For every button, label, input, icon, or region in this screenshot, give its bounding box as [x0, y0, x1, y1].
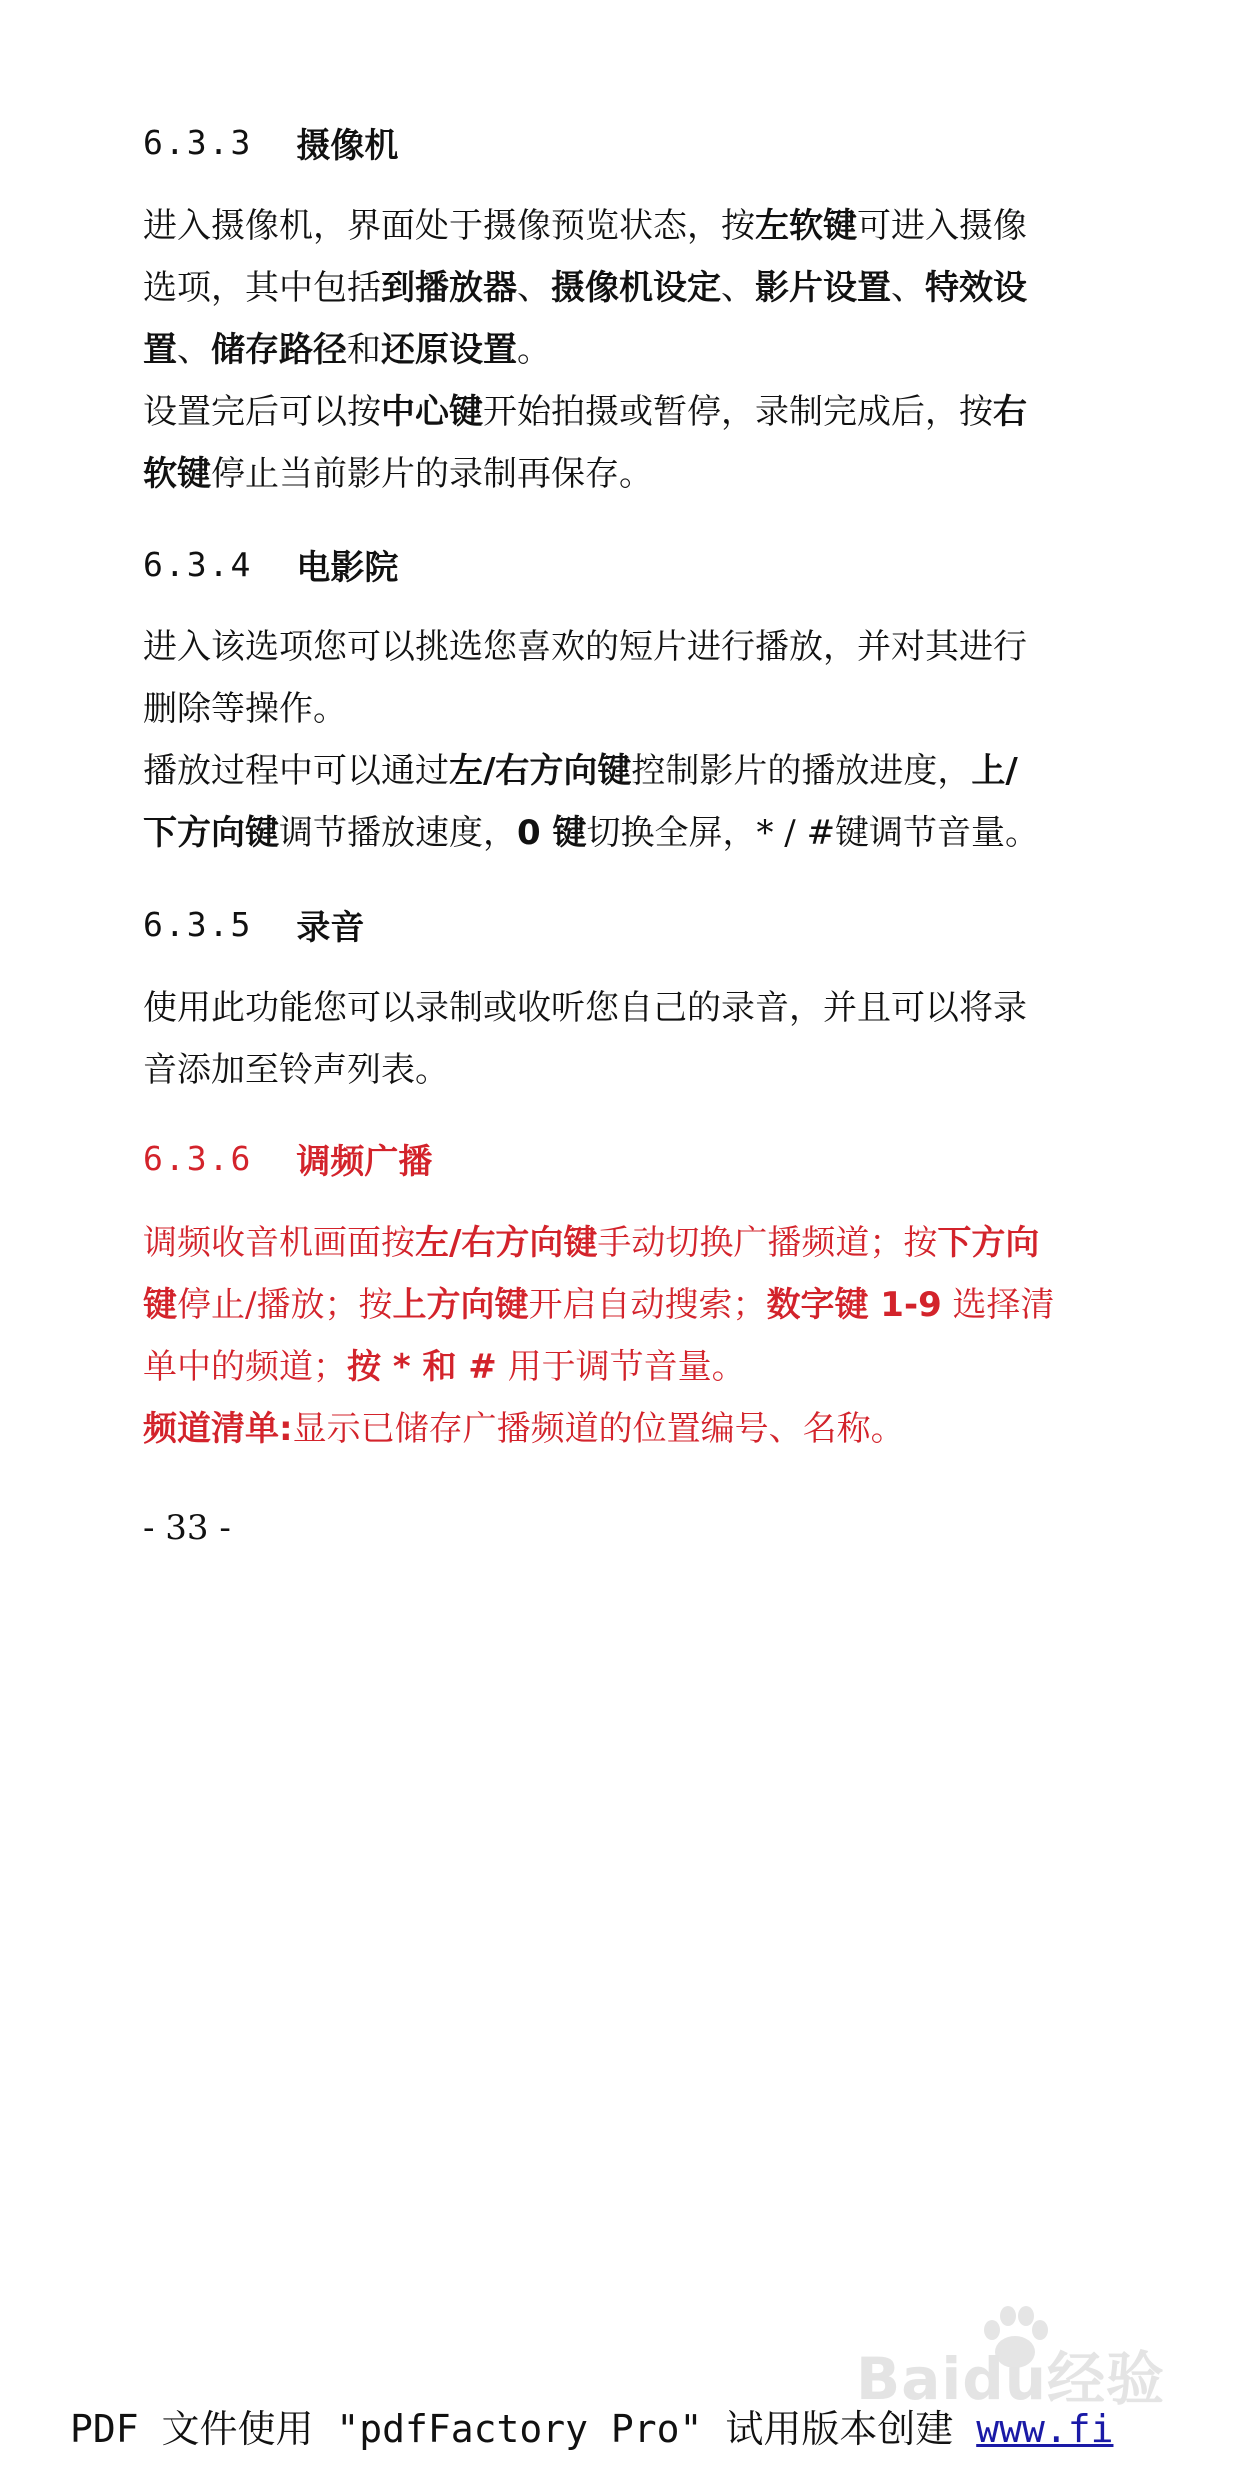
- section-title: 电影院: [296, 548, 399, 588]
- footer-text: PDF 文件使用 "pdfFactory Pro" 试用版本创建: [70, 2407, 977, 2451]
- body-line: [143, 748, 1083, 794]
- body-text: 。: [517, 330, 551, 370]
- section-heading: [143, 1134, 432, 1184]
- bold-text: 上/: [971, 751, 1018, 791]
- body-text: 可进入摄像: [857, 206, 1027, 246]
- body-text: 、: [177, 330, 211, 370]
- body-text: 选项，其中包括: [143, 268, 381, 308]
- bold-text: 右: [993, 392, 1027, 432]
- bold-text: 中心键: [381, 392, 483, 432]
- body-line: [143, 686, 1083, 732]
- body-text: 停止/播放；按: [177, 1285, 393, 1325]
- bold-text: 0 键: [517, 813, 587, 853]
- body-text: 和: [347, 330, 381, 370]
- body-text: 控制影片的播放进度，: [631, 751, 972, 791]
- bold-text: 储存路径: [211, 330, 347, 370]
- body-line: [143, 1282, 1083, 1328]
- bold-text: 下方向: [937, 1223, 1040, 1263]
- bold-text: 左/右方向键: [415, 1223, 598, 1263]
- bold-text: 还原设置: [381, 330, 517, 370]
- bold-text: 键: [143, 1285, 177, 1325]
- body-line: [143, 810, 1083, 856]
- footer-link[interactable]: www.fi: [976, 2407, 1114, 2451]
- section-title: 摄像机: [296, 126, 399, 166]
- body-text: 设置完后可以按: [143, 392, 381, 432]
- section-number: 6.3.4: [143, 545, 253, 584]
- body-line: [143, 1406, 1083, 1452]
- body-line: [143, 203, 1083, 249]
- bold-text: 影片设置: [755, 268, 891, 308]
- body-text: 调频收音机画面按: [143, 1223, 415, 1263]
- section-title: 调频广播: [296, 1142, 433, 1182]
- body-line: [143, 327, 1083, 373]
- bold-text: 按 * 和 #: [347, 1347, 497, 1387]
- body-text: 用于调节音量。: [496, 1347, 746, 1387]
- body-text: 单中的频道；: [143, 1347, 347, 1387]
- body-line: [143, 265, 1083, 311]
- body-text: 、: [891, 268, 925, 308]
- body-line: [143, 624, 1083, 670]
- bold-text: 频道清单:: [143, 1409, 293, 1449]
- body-text: 选择清: [941, 1285, 1055, 1325]
- body-text: 音添加至铃声列表。: [143, 1050, 449, 1090]
- section-number: 6.3.6: [143, 1139, 253, 1178]
- body-text: 使用此功能您可以录制或收听您自己的录音，并且可以将录: [143, 988, 1027, 1028]
- body-text: 、: [721, 268, 755, 308]
- body-line: [143, 1344, 1083, 1390]
- bold-text: 下方向键: [143, 813, 279, 853]
- body-text: 删除等操作。: [143, 689, 347, 729]
- bold-text: 置: [143, 330, 177, 370]
- bold-text: 左/右方向键: [449, 751, 632, 791]
- bold-text: 软键: [143, 454, 211, 494]
- body-text: 调节播放速度，: [279, 813, 517, 853]
- bold-text: 到播放器: [381, 268, 517, 308]
- bold-text: 摄像机设定: [551, 268, 721, 308]
- body-text: 显示已储存广播频道的位置编号、名称。: [292, 1409, 905, 1449]
- body-line: [143, 1220, 1083, 1266]
- section-heading: [143, 118, 398, 168]
- section-number: 6.3.5: [143, 905, 253, 944]
- pdf-footer: [70, 2398, 1113, 2453]
- body-text: 进入摄像机，界面处于摄像预览状态，按: [143, 206, 755, 246]
- body-text: 开始拍摄或暂停，录制完成后，按: [483, 392, 993, 432]
- body-text: 切换全屏，* / #键调节音量。: [586, 813, 1040, 853]
- body-text: 开启自动搜索；: [528, 1285, 767, 1325]
- section-heading: [143, 900, 364, 950]
- body-text: 停止当前影片的录制再保存。: [211, 454, 653, 494]
- watermark-text: Baidu经验: [856, 2345, 1166, 2413]
- body-text: 播放过程中可以通过: [143, 751, 449, 791]
- baidu-watermark: [852, 2296, 1182, 2413]
- bold-text: 上方向键: [392, 1285, 529, 1325]
- section-title: 录音: [296, 908, 365, 948]
- body-text: 手动切换广播频道；按: [597, 1223, 938, 1263]
- body-text: 进入该选项您可以挑选您喜欢的短片进行播放，并对其进行: [143, 627, 1027, 667]
- body-line: [143, 451, 1083, 497]
- body-line: [143, 389, 1083, 435]
- page-number: - 33 -: [143, 1508, 231, 1548]
- bold-text: 左软键: [755, 206, 857, 246]
- body-line: [143, 1047, 1083, 1093]
- section-number: 6.3.3: [143, 123, 253, 162]
- body-line: [143, 985, 1083, 1031]
- bold-text: 特效设: [925, 268, 1027, 308]
- section-heading: [143, 540, 398, 590]
- bold-text: 数字键 1-9: [766, 1285, 942, 1325]
- body-text: 、: [517, 268, 551, 308]
